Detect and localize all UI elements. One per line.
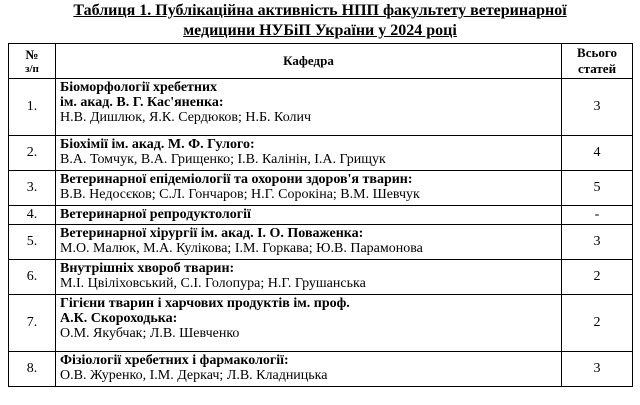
table-row (9, 225, 633, 260)
department-cell (56, 225, 562, 260)
header-number-abbr: з/п (25, 63, 39, 75)
department-name: Фізіології хребетних і фармакології: (60, 353, 289, 368)
department-name: Ветеринарної епідеміології та охорони здоров'я тварин: (60, 172, 413, 187)
table-title (0, 1, 640, 41)
article-count: 3 (562, 352, 633, 387)
table-row (9, 136, 633, 171)
row-number: 7. (9, 295, 56, 352)
department-name: Гігієни тварин і харчових продуктів ім. проф. (60, 296, 350, 311)
article-count: 2 (562, 260, 633, 295)
article-count: 3 (562, 225, 633, 260)
department-cell (56, 79, 562, 136)
department-cell (56, 136, 562, 171)
authors-list: М.О. Малюк, М.А. Кулікова; І.М. Горкава; Ю.В. Парамонова (60, 241, 423, 256)
article-count: 3 (562, 79, 633, 136)
row-number: 6. (9, 260, 56, 295)
department-name: Біохімії ім. акад. М. Ф. Гулого: (60, 137, 255, 152)
table-row (9, 206, 633, 225)
header-total (562, 44, 633, 79)
department-cell (56, 295, 562, 352)
publications-table (8, 43, 633, 387)
department-cell (56, 260, 562, 295)
department-name: Ветеринарної хірургії ім. акад. І. О. Поваженка: (60, 226, 364, 241)
table-row (9, 295, 633, 352)
article-count: 5 (562, 171, 633, 206)
article-count: - (562, 206, 633, 225)
department-cell (56, 171, 562, 206)
authors-list: О.В. Журенко, І.М. Деркач; Л.В. Кладницька (60, 368, 328, 383)
article-count: 4 (562, 136, 633, 171)
department-name: Біоморфології хребетних (60, 80, 218, 95)
row-number: 2. (9, 136, 56, 171)
row-number: 1. (9, 79, 56, 136)
row-number: 8. (9, 352, 56, 387)
department-cell (56, 206, 562, 225)
authors-list: В.А. Томчук, В.А. Грищенко; І.В. Калінін, І.А. Грищук (60, 152, 386, 167)
header-number-symbol: № (25, 47, 39, 62)
header-number (9, 44, 56, 79)
department-name: Ветеринарної репродуктології (60, 207, 251, 222)
authors-list: В.В. Недосєков; С.Л. Гончаров; Н.Г. Сорокіна; В.М. Шевчук (60, 187, 420, 202)
table-row (9, 352, 633, 387)
article-count: 2 (562, 295, 633, 352)
header-total-line-2: статей (577, 61, 617, 76)
header-row (9, 44, 633, 79)
department-name: Внутрішніх хвороб тварин: (60, 261, 235, 276)
department-name-cont: ім. акад. В. Г. Кас'яненка: (60, 95, 224, 110)
department-cell (56, 352, 562, 387)
authors-list: М.І. Цвіліховський, С.І. Голопура; Н.Г. Грушанська (60, 276, 366, 291)
authors-list: О.М. Якубчак; Л.В. Шевченко (60, 326, 240, 341)
row-number: 5. (9, 225, 56, 260)
header-total-line-1: Всього (577, 45, 617, 60)
department-name-cont: А.К. Скороходька: (60, 311, 178, 326)
title-line-1: Таблиця 1. Публікаційна активність НПП факультету ветеринарної (73, 2, 567, 19)
table-row (9, 260, 633, 295)
table-row (9, 79, 633, 136)
table-row (9, 171, 633, 206)
title-line-2: медицини НУБіП України у 2024 році (183, 22, 457, 39)
authors-list: Н.В. Дишлюк, Я.К. Сердюков; Н.Б. Колич (60, 110, 312, 125)
row-number: 3. (9, 171, 56, 206)
header-department: Кафедра (56, 44, 562, 79)
row-number: 4. (9, 206, 56, 225)
